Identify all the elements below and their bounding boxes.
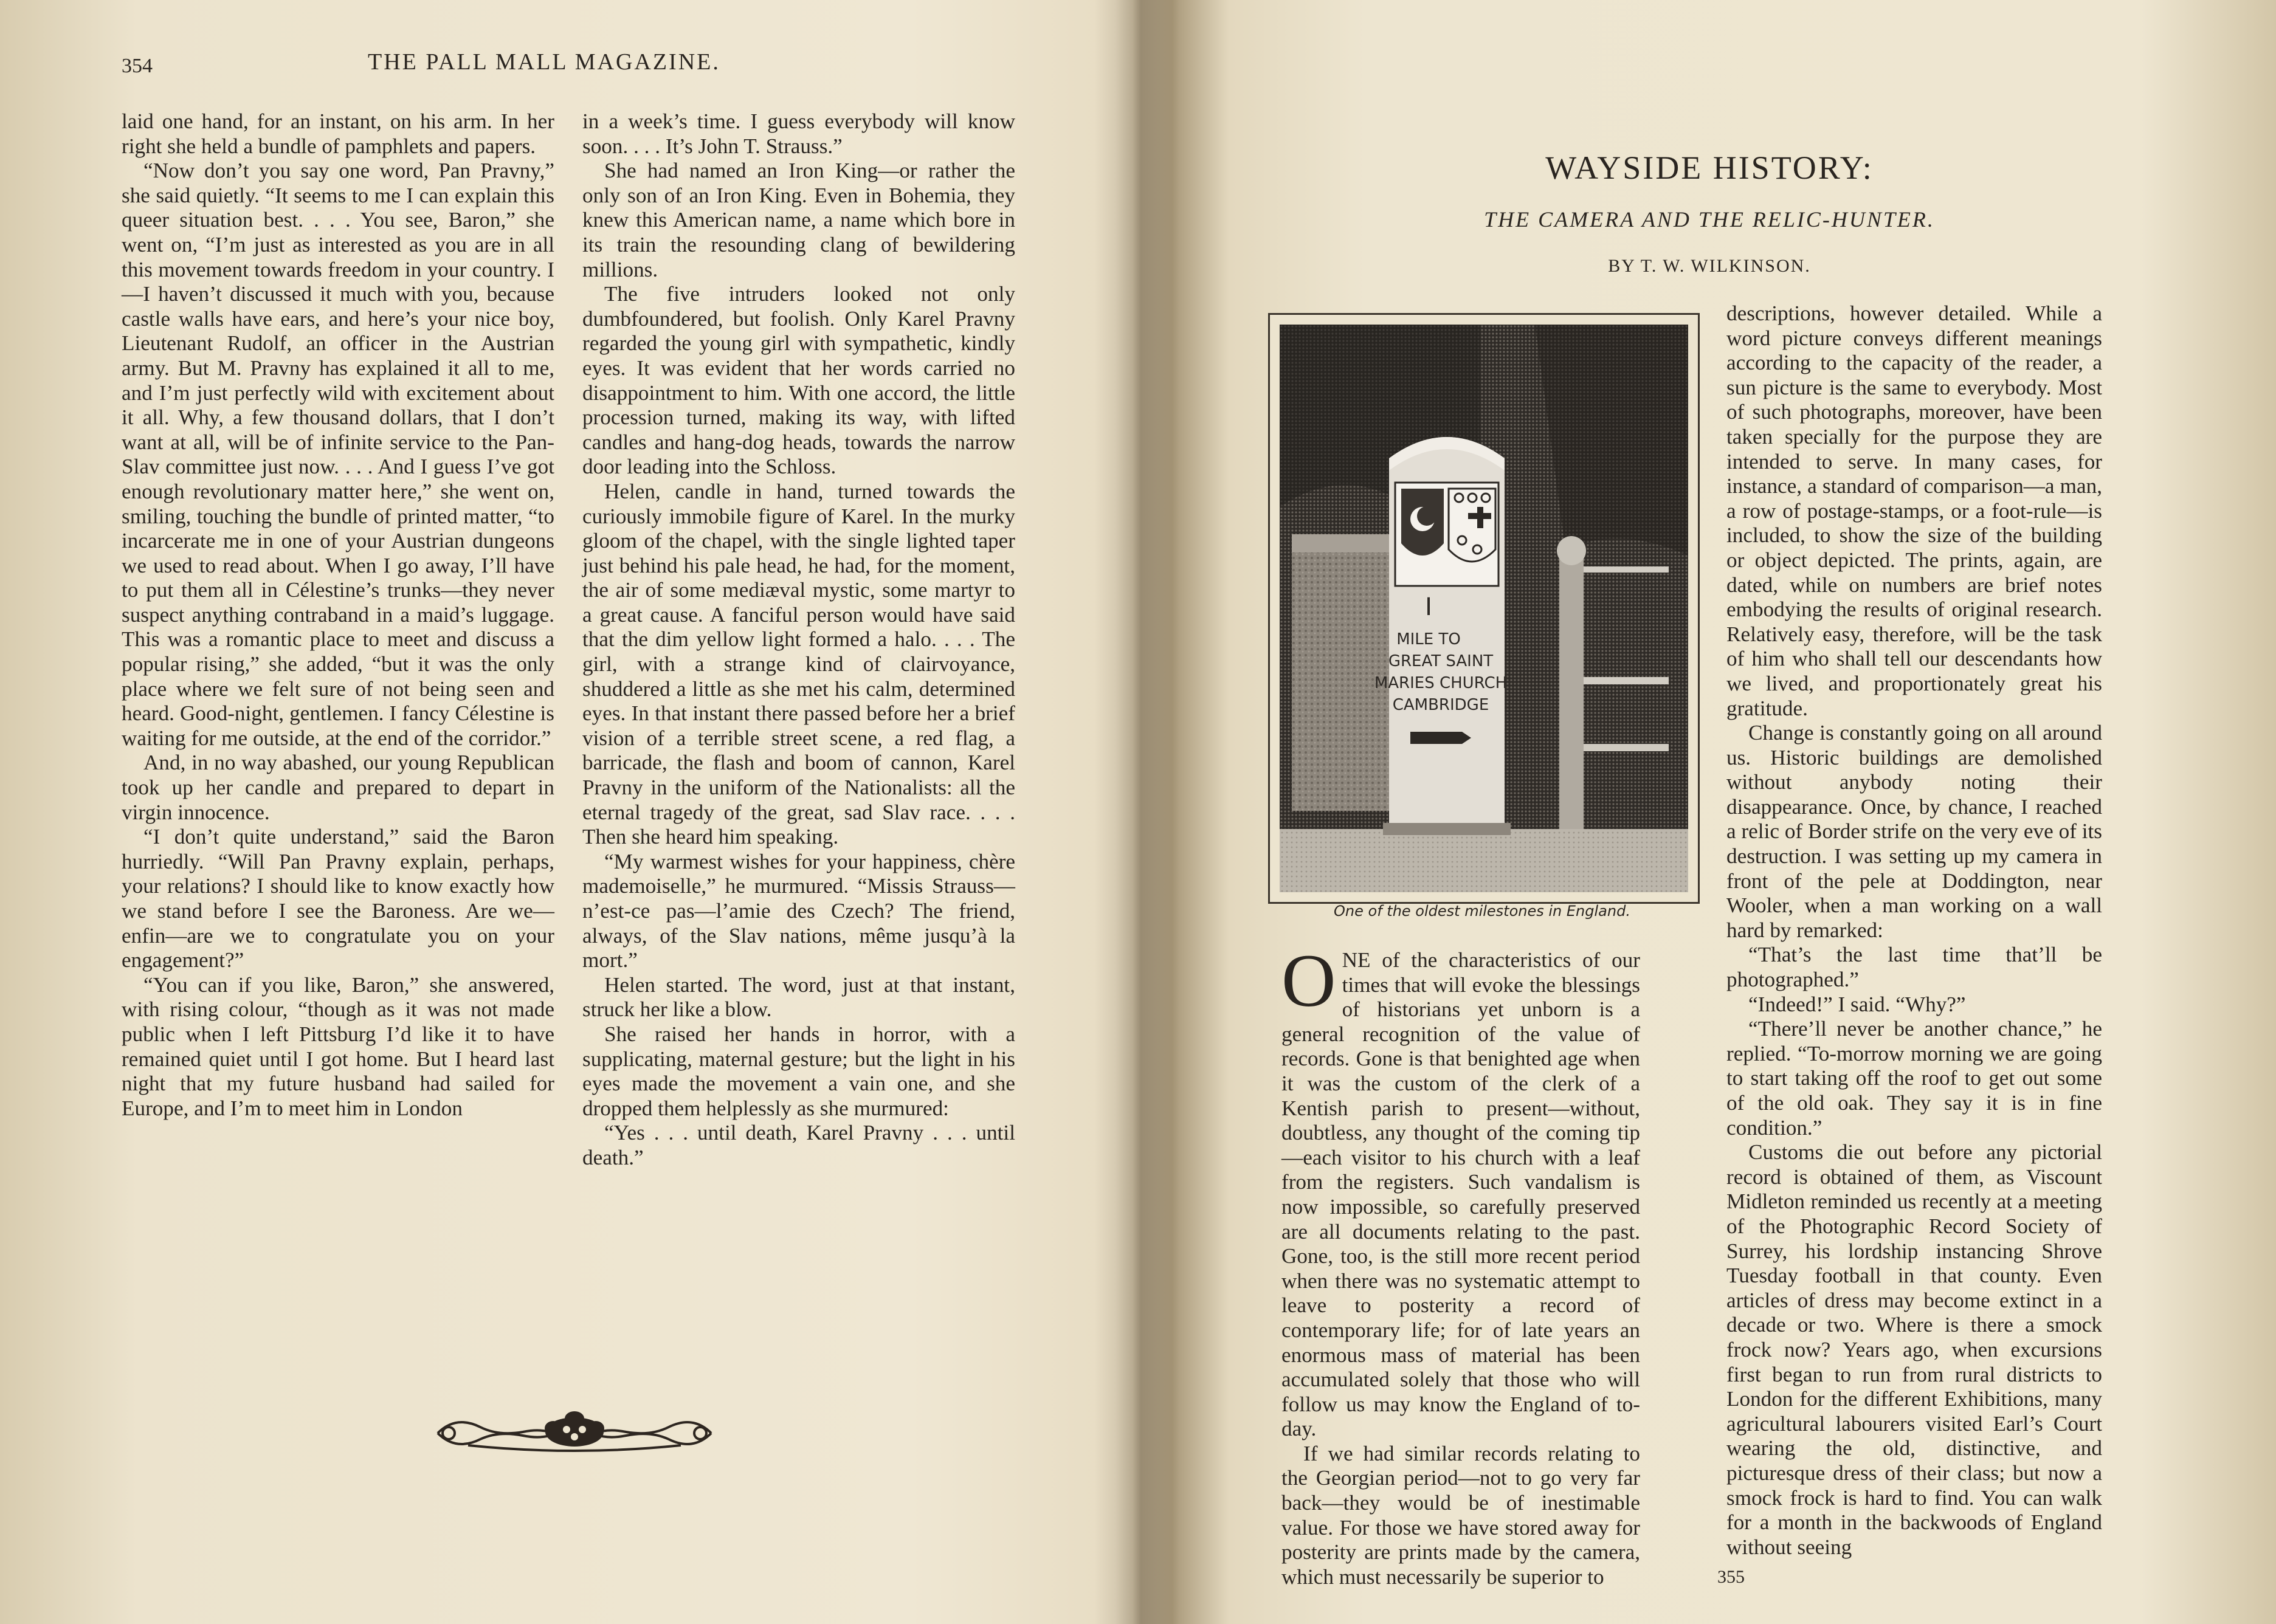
paragraph: “My warmest wishes for your happiness, chère mademoiselle,” he murmured. “Missis Strauss—n’est-ce pas—l’amie des Czech? The friend, always, of the Slav nations, même jusqu’à la mort.” <box>582 849 1015 972</box>
milestone-inscription-line: CAMBRIDGE <box>1392 696 1489 714</box>
right-column-2 <box>1726 301 2102 1560</box>
milestone-inscription-line: I <box>1425 593 1432 621</box>
paragraph: Customs die out before any pictorial record is obtained of them, as Viscount Midleton reminded us recently at a meeting of the Photographic Record Society of Surrey, his lordship instancing Shrove Tuesday football in that county. Even articles of dress may become extinct in a decade or two. Where is there a smock frock now? Years ago, when excursions first began to run from rural districts to London for the different Exhibitions, many agricultural labourers visited Earl’s Court wearing the old, distinctive, and picturesque dress of their class; but now a smock frock is hard to find. You can walk for a month in the backwoods of England without seeing <box>1726 1140 2102 1559</box>
paragraph: “You can if you like, Baron,” she answered, with rising colour, “though as it was not made public when I left Pittsburg I’d like it to have remained quiet until I got home. But I heard last night that my future husband had sailed for Europe, and I’m to meet him in London <box>122 972 554 1120</box>
right-column-1-rest <box>1281 1442 1640 1590</box>
paragraph: Helen started. The word, just at that instant, struck her like a blow. <box>582 972 1015 1022</box>
right-page-number: 355 <box>1717 1567 1745 1587</box>
right-page <box>1143 0 2276 1624</box>
paragraph: She raised her hands in horror, with a supplicating, maternal gesture; but the light in his eyes made the movement a vain one, and she dropped them helplessly as she murmured: <box>582 1022 1015 1120</box>
drop-cap: O <box>1281 939 1336 1022</box>
article-title: WAYSIDE HISTORY: <box>1545 150 1874 186</box>
left-page <box>0 0 1131 1624</box>
byline: BY T. W. WILKINSON. <box>1608 256 1811 276</box>
paragraph: Change is constantly going on all around us. Historic buildings are demolished without anybody noting their disappearance. Once, by chance, I reached a relic of Border strife on the very eve of its destruction. I was setting up my camera in front of the pele at Doddington, near Wooler, when a man working on a wall hard by remarked: <box>1726 721 2102 942</box>
opening-text: NE of the characteristics of our times that will evoke the blessings of historians yet unborn is a general recognition of the value of records. Gone is that benighted age when it was the custom of the clerk of a Kentish parish to present—without, doubtless, any thought of the coming tip—each visitor to his church with a leaf from the registers. Such vandalism is now impossible, so carefully preserved are all documents relating to the past. Gone, too, is the still more recent period when there was no systematic attempt to leave to posterity a record of contemporary life; for of late years an enormous mass of material has been accumulated solely that those who will follow us may know the England of to-day. <box>1281 948 1640 1441</box>
left-column-1 <box>122 109 554 1121</box>
paragraph: “Yes . . . until death, Karel Pravny . . . until death.” <box>582 1121 1015 1169</box>
article-opening-paragraph <box>1281 939 1640 1442</box>
paragraph: laid one hand, for an instant, on his arm. In her right she held a bundle of pamphlets and papers. <box>122 109 554 158</box>
paragraph: in a week’s time. I guess everybody will know soon. . . . It’s John T. Strauss.” <box>582 109 1015 158</box>
milestone-illustration <box>1280 325 1688 892</box>
paragraph: “I don’t quite understand,” said the Baron hurriedly. “Will Pan Pravny explain, perhaps, your relations? I should like to know exactly how we stand before I see the Baroness. Are we—enfin—are we to congratulate you on your engagement?” <box>122 825 554 972</box>
tailpiece-ornament <box>432 1409 717 1457</box>
milestone-photo <box>1268 313 1700 904</box>
paragraph: “Now don’t you say one word, Pan Pravny,” she said quietly. “It seems to me I can explain this queer situation best. . . . You see, Baron,” she went on, “I’m just as interested as you are in all this movement towards freedom in your country. I—I haven’t discussed it much with you, because castle walls have ears, and here’s your nice boy, Lieutenant Rudolf, an officer in the Austrian army. But M. Pravny has explained it all to me, and I’m just perfectly wild with excitement about it all. Why, a few thousand dollars, that I don’t want at all, will be of infinite service to the Pan-Slav committee just now. . . . And I guess I’ve got enough revolutionary matter here,” she went on, smiling, touching the bundle of printed matter, “to incarcerate me in one of your Austrian dungeons we used to read about. When I go away, I’ll have to put them all in Célestine’s trunks—they never suspect anything contraband in a maid’s luggage. This was a romantic place to meet and discuss a popular rising,” she added, “but it was the only place where we felt sure of not being seen and heard. Good-night, gentlemen. I fancy Célestine is waiting for me outside, at the end of the corridor.” <box>122 159 554 750</box>
left-column-2 <box>582 109 1015 1171</box>
paragraph: If we had similar records relating to the Georgian period—not to go very far back—they would be of inestimable value. For those we have stored away for posterity are prints made by the camera, which must necessarily be superior to <box>1281 1441 1640 1589</box>
paragraph: descriptions, however detailed. While a word picture conveys different meanings according to the capacity of the reader, a sun picture is the same to everybody. Most of such photographs, moreover, have been taken specially for the purpose they are intended to serve. In many cases, for instance, a standard of comparison—a man, a row of postage-stamps, or a foot-rule—is included, to show the size of the building or object depicted. The prints, again, are dated, while on numbers are brief notes embodying the results of original research. Relatively easy, therefore, will be the task of him who shall tell our descendants how we lived, and proportionately great his gratitude. <box>1726 301 2102 720</box>
paragraph: The five intruders looked not only dumbfoundered, but foolish. Only Karel Pravny regarded the young girl with sympathetic, kindly eyes. It was evident that her words carried no disappointment to him. With one accord, the little procession turned, making its way, with lifted candles and hang-dog heads, towards the narrow door leading into the Schloss. <box>582 282 1015 479</box>
left-page-number: 354 <box>122 55 153 77</box>
paragraph: Helen, candle in hand, turned towards the curiously immobile figure of Karel. In the murky gloom of the chapel, with the single lighted taper just behind his pale head, he had, for the moment, the air of some mediæval mystic, some martyr to a great cause. A fanciful person would have said that the dim yellow light formed a halo. . . . The girl, with a strange kind of clairvoyance, shuddered a little as she met his calm, determined eyes. In that instant there passed before her a brief vision of a terrible street scene, a red flag, a barricade, the flash and boom of cannon, Karel Pravny in the uniform of the Nationalists: all the eternal tragedy of the great, sad Slav race. . . . Then she heard him speaking. <box>582 479 1015 849</box>
milestone-inscription-line: MILE TO <box>1396 630 1461 649</box>
paragraph: “Indeed!” I said. “Why?” <box>1748 992 1966 1016</box>
paragraph: And, in no way abashed, our young Republican took up her candle and prepared to depart in virgin innocence. <box>122 751 554 824</box>
right-column-1 <box>1281 939 1640 1589</box>
milestone-inscription-line: GREAT SAINT <box>1388 652 1494 670</box>
figure-caption: One of the oldest milestones in England. <box>1334 903 1630 920</box>
paragraph: “There’ll never be another chance,” he replied. “To-morrow morning we are going to start taking off the roof to get out some of the old oak. They say it is in fine condition.” <box>1726 1017 2102 1140</box>
paragraph: She had named an Iron King—or rather the only son of an Iron King. Even in Bohemia, they knew this American name, a name which bore in its train the resounding clang of bewildering millions. <box>582 159 1015 281</box>
milestone-inscription-line: MARIES CHURCH <box>1374 674 1508 692</box>
paragraph: “That’s the last time that’ll be photographed.” <box>1726 943 2102 992</box>
running-head: THE PALL MALL MAGAZINE. <box>368 49 720 75</box>
article-subtitle: THE CAMERA AND THE RELIC-HUNTER. <box>1484 207 1935 232</box>
